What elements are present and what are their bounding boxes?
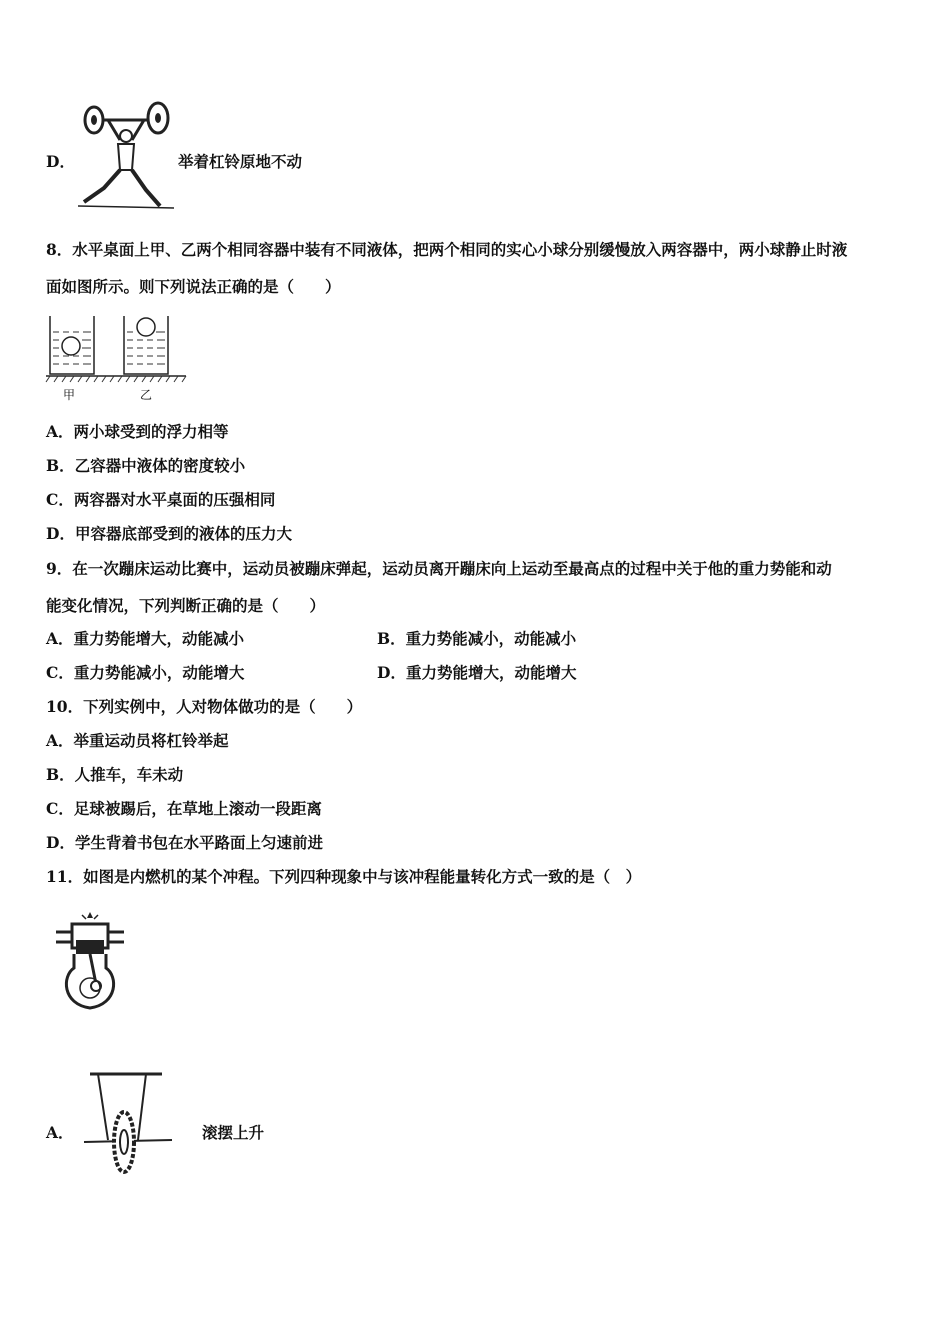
q10-option-d[interactable]: D．学生背着书包在水平路面上匀速前进 xyxy=(46,833,323,852)
q9-option-c[interactable]: C．重力势能减小，动能增大 xyxy=(46,663,245,682)
q9-option-a[interactable]: A．重力势能增大，动能减小 xyxy=(46,629,245,648)
q8-stem-line-1: 8．水平桌面上甲、乙两个相同容器中装有不同液体，把两个相同的实心小球分别缓慢放入两容器中，两小球静止时液 xyxy=(46,240,848,259)
q8-stem-line-2: 面如图所示。则下列说法正确的是（ ） xyxy=(46,277,341,296)
q9-option-b[interactable]: B．重力势能减小，动能减小 xyxy=(377,629,577,648)
q9-stem-line-2: 能变化情况，下列判断正确的是（ ） xyxy=(46,596,326,615)
prev-option-d-text: 举着杠铃原地不动 xyxy=(178,152,303,171)
q11-stem: 11．如图是内燃机的某个冲程。下列四种现象中与该冲程能量转化方式一致的是（ ） xyxy=(46,867,642,886)
q10-option-a[interactable]: A．举重运动员将杠铃举起 xyxy=(46,731,229,750)
q9-stem-line-1: 9．在一次蹦床运动比赛中，运动员被蹦床弹起，运动员离开蹦床向上运动至最高点的过程中关于他的重力势能和动 xyxy=(46,559,832,578)
q8-option-d[interactable]: D．甲容器底部受到的液体的压力大 xyxy=(46,524,292,543)
q9-option-d[interactable]: D．重力势能增大，动能增大 xyxy=(377,663,577,682)
q11-option-a-text[interactable]: 滚摆上升 xyxy=(202,1123,265,1142)
engine-stroke-figure xyxy=(52,910,128,1012)
q10-stem: 10．下列实例中，人对物体做功的是（ ） xyxy=(46,697,363,716)
q11-option-a-letter[interactable]: A． xyxy=(46,1123,74,1142)
q10-option-c[interactable]: C．足球被踢后，在草地上滚动一段距离 xyxy=(46,799,322,818)
q10-option-b[interactable]: B．人推车，车未动 xyxy=(46,765,184,784)
weightlifter-figure xyxy=(74,98,178,212)
q8-option-c[interactable]: C．两容器对水平桌面的压强相同 xyxy=(46,490,276,509)
prev-option-d-letter: D． xyxy=(46,152,75,171)
q8-option-b[interactable]: B．乙容器中液体的密度较小 xyxy=(46,456,246,475)
figure-label-jia: 甲 xyxy=(63,388,76,402)
figure-label-yi: 乙 xyxy=(140,388,153,402)
q8-option-a[interactable]: A．两小球受到的浮力相等 xyxy=(46,422,229,441)
maxwell-wheel-figure xyxy=(82,1068,174,1178)
